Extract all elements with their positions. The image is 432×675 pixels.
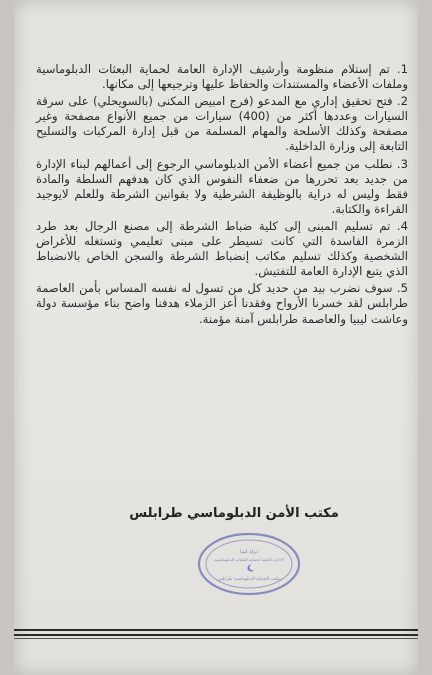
paragraph-3: 3. نطلب من جميع أعضاء الأمن الدبلوماسي الرجوع إلى أعمالهم لبناء الإدارة من جديد بعد تحررها من ضعفاء النفوس الذي كان هدفهم السلطة والمادة فقط وليس له دراية بالوظيفة الشرطية ولا بقوانين الشرطة وللعلم لايوجيد القراءة والكتابة. bbox=[36, 156, 408, 216]
paragraph-4: 4. تم تسليم المبنى إلى كلية ضباط الشرطة إلى مصنع الرجال بعد طرد الزمرة الفاسدة التي كانت تسيطر على مبنى تعليمي وتستغله للأغراض الشخصية وكذلك تسليم مكاتب إنضباط الشرطة والسجن الخاص بالانضباط الذي يتبع الإدارة العامة للتفتيش. bbox=[36, 218, 408, 279]
paragraph-5: 5. سوف نضرب بيد من حديد كل من تسول له نفسه المساس بأمن العاصمة طرابلس لقد خسرنا الأرواح وفقدنا أعز الزملاء هدفنا واضح بناء مؤسسة دولة وعاشت ليبيا والعاصمة طرابلس آمنة مؤمنة. bbox=[36, 281, 408, 326]
letter-body bbox=[36, 62, 408, 329]
footer-rule-3 bbox=[14, 638, 418, 639]
footer-rule-2 bbox=[14, 634, 418, 636]
crescent-star-icon bbox=[247, 564, 255, 571]
official-stamp bbox=[197, 532, 301, 596]
paragraph-2: 2. فتح تحقيق إداري مع المدعو (فرج امبيص المكنى (بالسويحلي) على سرقة السيارات وعددها أكثر من (400) سيارات من جميع الأنواع مصفحة وغير مصفحة وكذلك الأسلحة والمهام المسلمة من قبل إدارة المركبات والتسليح التابعة إلى وزارة الداخلية. bbox=[36, 94, 408, 154]
stamp-outer-ring bbox=[199, 534, 299, 594]
paragraph-1: 1. تم إستلام منظومة وأرشيف الإدارة العامة لحماية البعثات الدبلوماسية وملفات الأعضاء والمستندات والحفاظ عليها وترجيعها إلى مكانها. bbox=[36, 62, 408, 92]
stamp-line-1: دولة ليبيا bbox=[239, 549, 259, 555]
document-page bbox=[14, 0, 418, 675]
signature-office: مكتب الأمن الدبلوماسي طرابلس bbox=[129, 506, 339, 521]
footer-rule-1 bbox=[14, 629, 418, 631]
stamp-line-3: مكتب الحماية الدبلوماسية طرابلس bbox=[217, 577, 281, 582]
stamp-line-2: الإدارة العامة لحماية البعثات الدبلوماسية bbox=[214, 557, 284, 562]
